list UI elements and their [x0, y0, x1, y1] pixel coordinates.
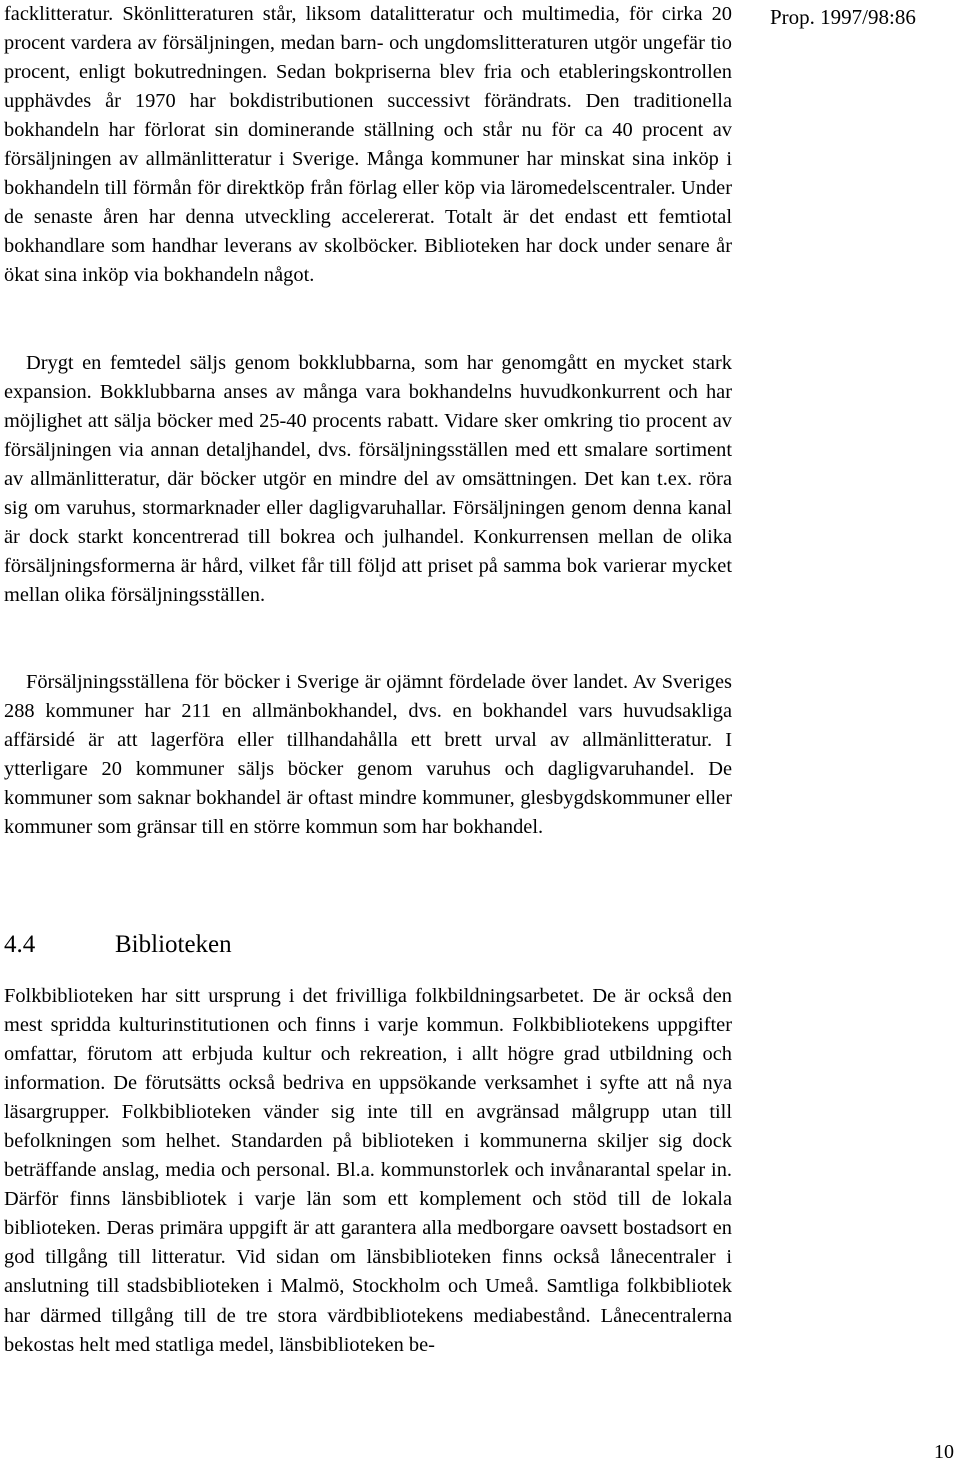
paragraph-book-clubs: Drygt en femtedel säljs genom bokklubbarna, som har genomgått en mycket stark expansion. Bokklubbarna anses av många vara bokhandelns huvudkonkurrent och har möjlighet att sälja böcker med 25-40 procents rabatt. Vidare sker omkring tio procent av försäljningen via annan detaljhandel, dvs. försäljningsställen med ett smalare sortiment av allmänlitteratur, där böcker utgör en mindre del av omsättningen. Det kan t.ex. röra sig om varuhus, stormarknader eller dagligvaruhallar. Försäljningen genom denna kanal är dock starkt koncentrerad till bokrea och julhandel. Konkurrensen mellan de olika försäljningsformerna är hård, vilket får till följd att priset på samma bok varierar mycket mellan olika försäljningsställen.	[4, 352, 732, 607]
paragraph-book-distribution: facklitteratur. Skönlitteraturen står, liksom datalitteratur och multimedia, för cirka 20 procent vardera av försäljningen, medan barn- och ungdomslitteraturen utgör ungefär tio procent, enligt bokutredningen. Sedan bokpriserna blev fria och etableringskontrollen upphävdes år 1970 har bokdistributionen successivt förändrats. Den traditionella bokhandeln har förlorat sin dominerande ställning och står nu för ca 40 procent av försäljningen av allmänlitteratur i Sverige. Många kommuner har minskat sina inköp i bokhandeln till förmån för direktköp från förlag eller köp via läromedelscentraler. Under de senaste åren har denna utveckling accelererat. Totalt är det endast ett femtiotal bokhandlare som handhar leverans av skolböcker. Biblioteken har dock under senare år ökat sina inköp via bokhandeln något.	[4, 3, 732, 287]
section-heading	[4, 928, 232, 962]
paragraph-public-libraries: Folkbiblioteken har sitt ursprung i det frivilliga folkbildningsarbetet. De är också den mest spridda kulturinstitutionen och finns i varje kommun. Folkbibliotekens uppgifter omfattar, förutom att erbjuda kultur och rekreation, i allt högre grad utbildning och information. De förutsätts också bedriva en uppsökande verksamhet i syfte att nå nya läsargrupper. Folkbiblioteken vänder sig inte till en avgränsad målgrupp utan till befolkningen som helhet. Standarden på biblioteken i kommunerna skiljer sig dock beträffande anslag, media och personal. Bl.a. kommunstorlek och invånarantal spelar in. Därför finns länsbibliotek i varje län som ett komplement och stöd till de lokala biblioteken. Deras primära uppgift är att garantera alla medborgare oavsett bostadsort en god tillgång till litteratur. Vid sidan om länsbiblioteken finns också lånecentraler i anslutning till stadsbiblioteken i Malmö, Stockholm och Umeå. Samtliga folkbibliotek har därmed tillgång till de tre stora värdbibliotekens mediabestånd. Lånecentralerna bekostas helt med statliga medel, länsbiblioteken be-	[4, 985, 732, 1356]
section-number: 4.4	[4, 931, 36, 958]
page-number: 10	[934, 1441, 954, 1463]
section-title: Biblioteken	[115, 931, 232, 958]
paragraph-sales-outlets: Försäljningsställena för böcker i Sverige är ojämnt fördelade över landet. Av Sveriges 288 kommuner har 211 en allmänbokhandel, dvs. en bokhandel vars huvudsakliga affärsidé är att lagerföra eller tillhandahålla ett brett urval av allmänlitteratur. I ytterligare 20 kommuner säljs böcker genom varuhus och dagligvaruhandel. De kommuner som saknar bokhandel är oftast mindre kommuner, glesbygdskommuner eller kommuner som gränsar till en större kommun som har bokhandel.	[4, 671, 732, 839]
page-reference: Prop. 1997/98:86	[770, 5, 916, 29]
